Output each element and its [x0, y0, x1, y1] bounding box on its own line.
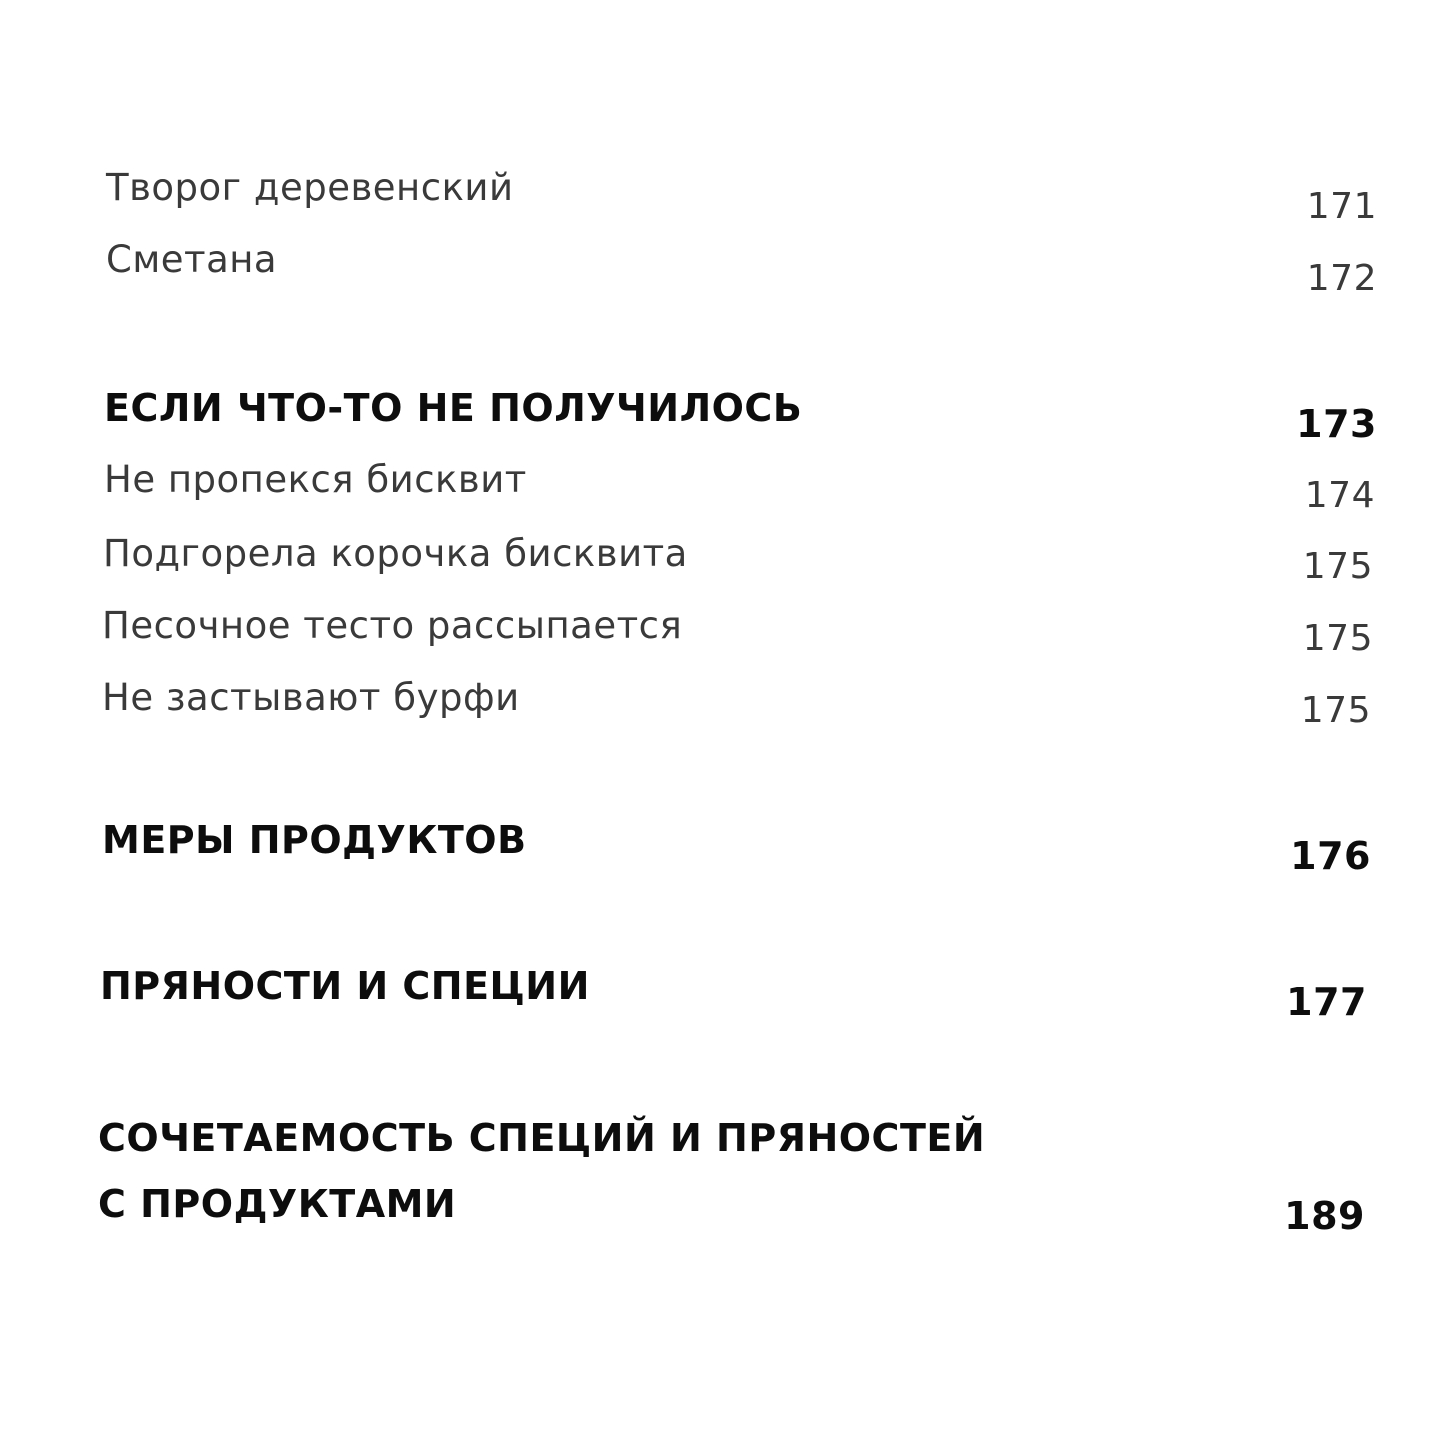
top-margin	[0, 0, 1445, 118]
toc-entry-page: 175	[1302, 546, 1373, 587]
toc-entry-page: 175	[1300, 690, 1371, 731]
toc-section-heading: ЕСЛИ ЧТО-ТО НЕ ПОЛУЧИЛОСЬ	[104, 386, 803, 430]
bottom-margin	[0, 1308, 1445, 1445]
toc-entry-title: Песочное тесто рассыпается	[102, 604, 683, 647]
toc-section-heading-line2: С ПРОДУКТАМИ	[98, 1182, 457, 1226]
toc-section-page: 189	[1284, 1194, 1365, 1238]
toc-entry-page: 174	[1304, 475, 1375, 516]
toc-section-page: 173	[1296, 402, 1377, 446]
toc-entry-page: 172	[1306, 258, 1377, 299]
toc-section-heading-line1: СОЧЕТАЕМОСТЬ СПЕЦИЙ И ПРЯНОСТЕЙ	[98, 1116, 986, 1160]
toc-entry-title: Подгорела корочка бисквита	[103, 532, 688, 575]
toc-entry-page: 175	[1302, 618, 1373, 659]
toc-entry-page: 171	[1306, 186, 1377, 227]
toc-entry-title: Не застывают бурфи	[102, 676, 520, 719]
toc-entry-title: Творог деревенский	[106, 166, 514, 209]
toc-entry-title: Не пропекся бисквит	[104, 458, 527, 501]
toc-section-heading: ПРЯНОСТИ И СПЕЦИИ	[100, 964, 590, 1008]
toc-section-page: 176	[1290, 834, 1371, 878]
toc-section-page: 177	[1286, 980, 1367, 1024]
toc-entry-title: Сметана	[106, 238, 278, 281]
toc-section-heading: МЕРЫ ПРОДУКТОВ	[102, 818, 527, 862]
